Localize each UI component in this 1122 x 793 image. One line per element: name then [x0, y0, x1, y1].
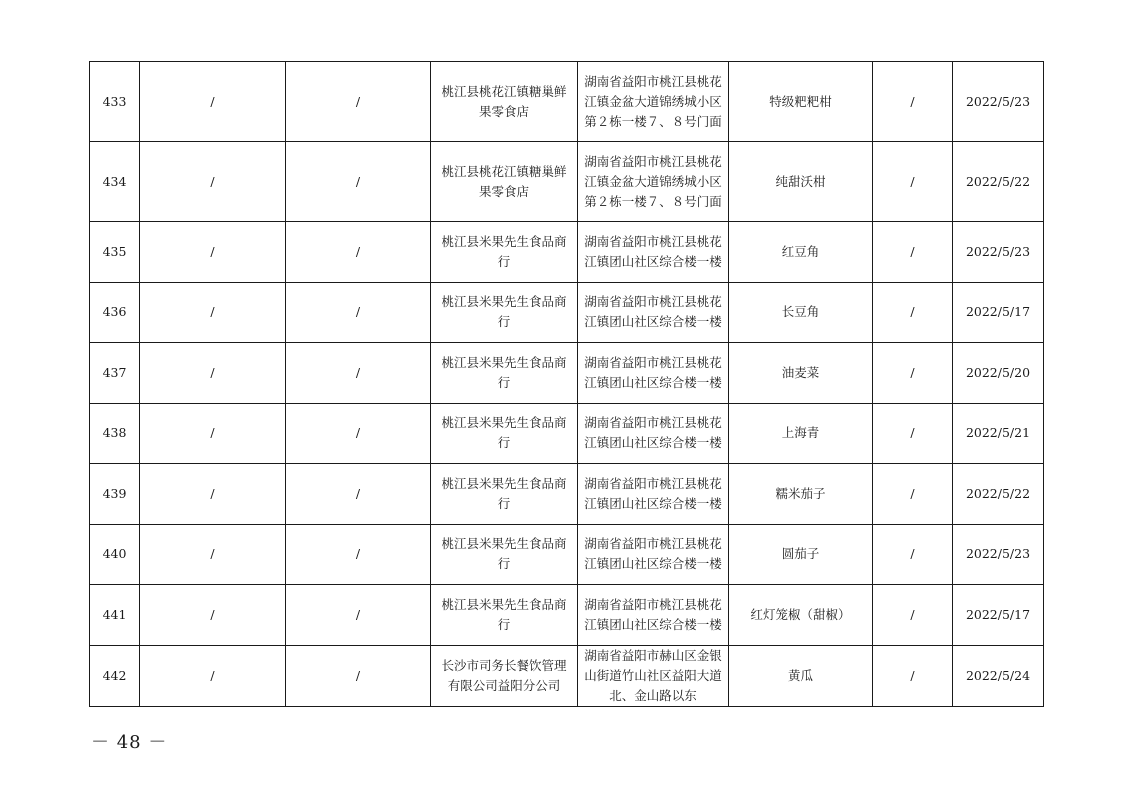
cell-placeholder: /	[286, 585, 431, 646]
cell-placeholder: /	[873, 222, 953, 283]
table-row	[90, 464, 1044, 525]
sample-date: 2022/5/22	[953, 464, 1044, 525]
cell-placeholder: /	[286, 403, 431, 464]
company-name: 桃江县桃花江镇糖巢鲜果零食店	[431, 62, 578, 142]
sample-date: 2022/5/17	[953, 585, 1044, 646]
cell-placeholder: /	[286, 282, 431, 343]
sample-date: 2022/5/20	[953, 343, 1044, 404]
cell-placeholder: /	[873, 524, 953, 585]
table-row	[90, 343, 1044, 404]
cell-placeholder: /	[286, 142, 431, 222]
table-body	[90, 62, 1044, 707]
cell-placeholder: /	[286, 222, 431, 283]
company-address: 湖南省益阳市桃江县桃花江镇团山社区综合楼一楼	[578, 343, 729, 404]
cell-placeholder: /	[140, 645, 286, 706]
product-name: 糯米茄子	[729, 464, 873, 525]
product-name: 红豆角	[729, 222, 873, 283]
cell-placeholder: /	[140, 524, 286, 585]
table-row	[90, 524, 1044, 585]
sample-date: 2022/5/17	[953, 282, 1044, 343]
company-address: 湖南省益阳市桃江县桃花江镇团山社区综合楼一楼	[578, 222, 729, 283]
table-row	[90, 142, 1044, 222]
table-row	[90, 403, 1044, 464]
cell-placeholder: /	[286, 645, 431, 706]
product-name: 纯甜沃柑	[729, 142, 873, 222]
cell-placeholder: /	[873, 403, 953, 464]
sample-date: 2022/5/24	[953, 645, 1044, 706]
row-number: 434	[90, 142, 140, 222]
cell-placeholder: /	[140, 142, 286, 222]
company-address: 湖南省益阳市桃江县桃花江镇团山社区综合楼一楼	[578, 524, 729, 585]
company-name: 桃江县米果先生食品商行	[431, 464, 578, 525]
cell-placeholder: /	[140, 403, 286, 464]
cell-placeholder: /	[286, 62, 431, 142]
company-address: 湖南省益阳市桃江县桃花江镇团山社区综合楼一楼	[578, 403, 729, 464]
cell-placeholder: /	[140, 343, 286, 404]
company-name: 长沙市司务长餐饮管理有限公司益阳分公司	[431, 645, 578, 706]
cell-placeholder: /	[873, 645, 953, 706]
table-row	[90, 62, 1044, 142]
company-address: 湖南省益阳市赫山区金银山街道竹山社区益阳大道北、金山路以东	[578, 645, 729, 706]
table-row	[90, 282, 1044, 343]
row-number: 435	[90, 222, 140, 283]
product-name: 上海青	[729, 403, 873, 464]
table-row	[90, 585, 1044, 646]
row-number: 433	[90, 62, 140, 142]
page-number: － 48 －	[91, 732, 168, 753]
row-number: 442	[90, 645, 140, 706]
row-number: 438	[90, 403, 140, 464]
product-name: 油麦菜	[729, 343, 873, 404]
cell-placeholder: /	[873, 585, 953, 646]
company-name: 桃江县米果先生食品商行	[431, 585, 578, 646]
cell-placeholder: /	[873, 464, 953, 525]
company-name: 桃江县米果先生食品商行	[431, 343, 578, 404]
cell-placeholder: /	[873, 142, 953, 222]
sample-date: 2022/5/22	[953, 142, 1044, 222]
cell-placeholder: /	[286, 464, 431, 525]
cell-placeholder: /	[140, 282, 286, 343]
sample-date: 2022/5/21	[953, 403, 1044, 464]
row-number: 437	[90, 343, 140, 404]
product-name: 圆茄子	[729, 524, 873, 585]
cell-placeholder: /	[873, 343, 953, 404]
row-number: 436	[90, 282, 140, 343]
sample-date: 2022/5/23	[953, 62, 1044, 142]
company-address: 湖南省益阳市桃江县桃花江镇团山社区综合楼一楼	[578, 585, 729, 646]
company-name: 桃江县米果先生食品商行	[431, 403, 578, 464]
product-name: 长豆角	[729, 282, 873, 343]
cell-placeholder: /	[873, 62, 953, 142]
table-row	[90, 222, 1044, 283]
cell-placeholder: /	[286, 343, 431, 404]
company-address: 湖南省益阳市桃江县桃花江镇金盆大道锦绣城小区第２栋一楼７、８号门面	[578, 142, 729, 222]
product-name: 红灯笼椒（甜椒）	[729, 585, 873, 646]
cell-placeholder: /	[140, 585, 286, 646]
company-address: 湖南省益阳市桃江县桃花江镇团山社区综合楼一楼	[578, 464, 729, 525]
sample-date: 2022/5/23	[953, 524, 1044, 585]
company-name: 桃江县桃花江镇糖巢鲜果零食店	[431, 142, 578, 222]
cell-placeholder: /	[873, 282, 953, 343]
company-name: 桃江县米果先生食品商行	[431, 282, 578, 343]
company-name: 桃江县米果先生食品商行	[431, 524, 578, 585]
cell-placeholder: /	[140, 222, 286, 283]
company-address: 湖南省益阳市桃江县桃花江镇团山社区综合楼一楼	[578, 282, 729, 343]
product-name: 黄瓜	[729, 645, 873, 706]
company-name: 桃江县米果先生食品商行	[431, 222, 578, 283]
sample-date: 2022/5/23	[953, 222, 1044, 283]
product-name: 特级粑粑柑	[729, 62, 873, 142]
cell-placeholder: /	[286, 524, 431, 585]
table-row	[90, 645, 1044, 706]
inspection-table	[89, 61, 1044, 707]
row-number: 439	[90, 464, 140, 525]
company-address: 湖南省益阳市桃江县桃花江镇金盆大道锦绣城小区第２栋一楼７、８号门面	[578, 62, 729, 142]
cell-placeholder: /	[140, 464, 286, 525]
cell-placeholder: /	[140, 62, 286, 142]
row-number: 441	[90, 585, 140, 646]
row-number: 440	[90, 524, 140, 585]
